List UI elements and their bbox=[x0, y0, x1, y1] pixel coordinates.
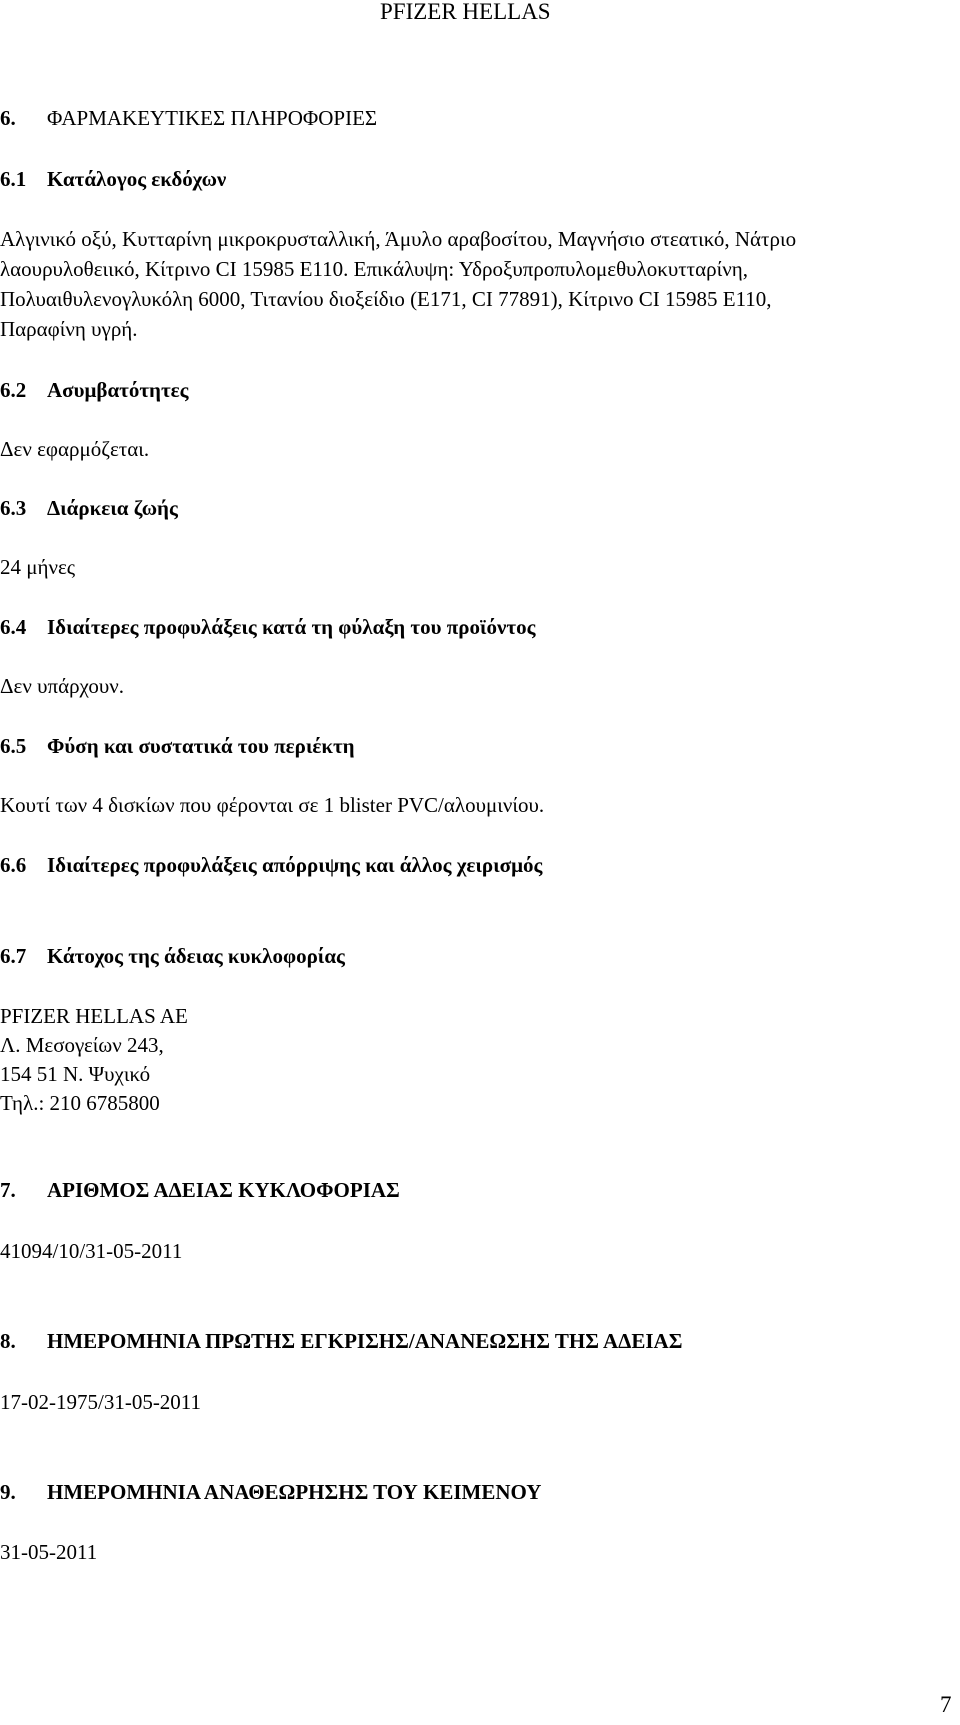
section-6-5-title: Φύση και συστατικά του περιέκτη bbox=[47, 734, 355, 758]
section-6-4-body: Δεν υπάρχουν. bbox=[0, 674, 125, 698]
section-6-3-heading bbox=[0, 496, 178, 521]
holder-phone: Τηλ.: 210 6785800 bbox=[0, 1091, 160, 1115]
section-8-heading bbox=[0, 1329, 682, 1354]
section-6-number: 6. bbox=[0, 106, 16, 130]
section-6-title: ΦΑΡΜΑΚΕΥΤΙΚΕΣ ΠΛΗΡΟΦΟΡΙΕΣ bbox=[47, 106, 378, 130]
excipients-line-3: Πολυαιθυλενογλυκόλη 6000, Τιτανίου διοξείδιο (E171, CI 77891), Κίτρινο CI 15985 E110, bbox=[0, 287, 772, 311]
section-6-2-body: Δεν εφαρμόζεται. bbox=[0, 437, 150, 461]
section-6-2-heading bbox=[0, 378, 188, 403]
holder-city: 154 51 Ν. Ψυχικό bbox=[0, 1062, 151, 1086]
section-8-number: 8. bbox=[0, 1329, 16, 1353]
section-8-body: 17-02-1975/31-05-2011 bbox=[0, 1390, 202, 1414]
section-6-heading bbox=[0, 106, 377, 131]
section-7-body: 41094/10/31-05-2011 bbox=[0, 1239, 183, 1263]
running-header: PFIZER HELLAS bbox=[380, 0, 551, 24]
section-9-number: 9. bbox=[0, 1480, 16, 1504]
section-6-7-title: Κάτοχος της άδειας κυκλοφορίας bbox=[47, 944, 345, 968]
section-7-heading bbox=[0, 1178, 400, 1203]
section-6-2-title: Ασυμβατότητες bbox=[47, 378, 189, 402]
section-6-6-title: Ιδιαίτερες προφυλάξεις απόρριψης και άλλος χειρισμός bbox=[47, 853, 543, 877]
section-7-number: 7. bbox=[0, 1178, 16, 1202]
section-6-1-number: 6.1 bbox=[0, 167, 27, 191]
section-6-2-number: 6.2 bbox=[0, 378, 27, 402]
section-6-3-number: 6.3 bbox=[0, 496, 27, 520]
section-9-heading bbox=[0, 1480, 541, 1505]
section-6-5-heading bbox=[0, 734, 355, 759]
section-6-4-heading bbox=[0, 615, 535, 640]
excipients-line-1: Αλγινικό οξύ, Κυτταρίνη μικροκρυσταλλική, Άμυλο αραβοσίτου, Μαγνήσιο στεατικό, Νάτριο bbox=[0, 227, 797, 251]
section-9-body: 31-05-2011 bbox=[0, 1540, 98, 1564]
excipients-line-2: λαουρυλοθειικό, Κίτρινο CI 15985 E110. Επικάλυψη: Υδροξυπροπυλομεθυλοκυτταρίνη, bbox=[0, 257, 748, 281]
excipients-line-4: Παραφίνη υγρή. bbox=[0, 317, 138, 341]
section-8-title: ΗΜΕΡΟΜΗΝΙΑ ΠΡΩΤΗΣ ΕΓΚΡΙΣΗΣ/ΑΝΑΝΕΩΣΗΣ ΤΗΣ ΑΔΕΙΑΣ bbox=[47, 1329, 683, 1353]
section-6-5-body: Κουτί των 4 δισκίων που φέρονται σε 1 blister PVC/αλουμινίου. bbox=[0, 793, 545, 817]
section-6-1-heading bbox=[0, 167, 226, 192]
page-number: 7 bbox=[940, 1692, 952, 1717]
section-7-title: ΑΡΙΘΜΟΣ ΑΔΕΙΑΣ ΚΥΚΛΟΦΟΡΙΑΣ bbox=[47, 1178, 400, 1202]
section-6-5-number: 6.5 bbox=[0, 734, 27, 758]
section-6-6-heading bbox=[0, 853, 542, 878]
section-9-title: ΗΜΕΡΟΜΗΝΙΑ ΑΝΑΘΕΩΡΗΣΗΣ ΤΟΥ ΚΕΙΜΕΝΟΥ bbox=[47, 1480, 542, 1504]
section-6-7-heading bbox=[0, 944, 345, 969]
section-6-7-number: 6.7 bbox=[0, 944, 27, 968]
section-6-4-number: 6.4 bbox=[0, 615, 27, 639]
holder-name: PFIZER HELLAS AE bbox=[0, 1004, 188, 1028]
section-6-3-title: Διάρκεια ζωής bbox=[47, 496, 178, 520]
holder-street: Λ. Μεσογείων 243, bbox=[0, 1033, 164, 1057]
section-6-6-number: 6.6 bbox=[0, 853, 27, 877]
section-6-3-body: 24 μήνες bbox=[0, 555, 76, 579]
section-6-4-title: Ιδιαίτερες προφυλάξεις κατά τη φύλαξη του προϊόντος bbox=[47, 615, 536, 639]
section-6-1-title: Κατάλογος εκδόχων bbox=[47, 167, 227, 191]
